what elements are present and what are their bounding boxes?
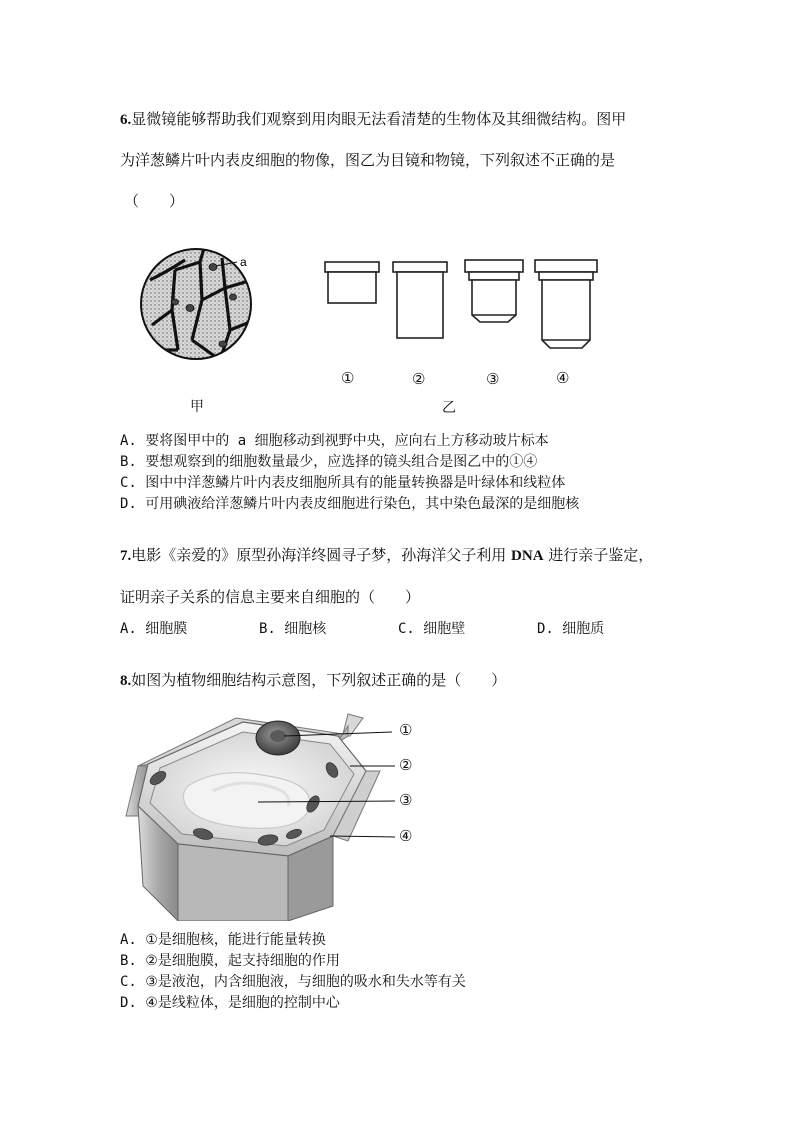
q7-option-b[interactable]: B. 细胞核 [259, 621, 327, 637]
q8-line1-text: 如图为植物细胞结构示意图，下列叙述正确的是（ ） [131, 671, 507, 689]
q7-option-c[interactable]: C. 细胞壁 [398, 621, 466, 637]
lens-2-long-eyepiece [393, 262, 447, 338]
q6-line1-text: 显微镜能够帮助我们观察到用肉眼无法看清楚的生物体及其细微结构。图甲 [131, 110, 627, 128]
q8-number: 8. [120, 673, 132, 689]
q8-stem-line1 [120, 669, 506, 690]
q8-option-b[interactable]: B. ②是细胞膜，起支持细胞的作用 [120, 953, 340, 969]
q6-option-c[interactable]: C. 图中中洋葱鳞片叶内表皮细胞所具有的能量转换器是叶绿体和线粒体 [120, 475, 566, 491]
q6-lens-label-4: ④ [556, 369, 570, 387]
q6-cell-marker-a: a [240, 255, 247, 269]
q7-line1-text-a: 电影《亲爱的》原型孙海洋终圆寻子梦，孙海洋父子利用 [131, 546, 512, 564]
q6-lens-label-3: ③ [486, 370, 500, 388]
q7-option-d[interactable]: D. 细胞质 [537, 621, 605, 637]
q7-line1-text-b: 进行亲子鉴定， [543, 546, 654, 564]
q6-answer-blank: （ ） [124, 192, 185, 210]
q8-plant-cell-diagram [118, 706, 428, 921]
q8-label-1: ① [399, 721, 413, 739]
lens-4-long-objective [535, 260, 597, 348]
lens-1-short-eyepiece [325, 262, 379, 303]
q8-option-c[interactable]: C. ③是液泡，内含细胞液，与细胞的吸水和失水等有关 [120, 974, 466, 990]
q6-stem-line2: 为洋葱鳞片叶内表皮细胞的物像，图乙为目镜和物镜，下列叙述不正确的是 [120, 151, 616, 169]
q6-figure-yi-lenses [320, 255, 610, 355]
lens-3-short-objective [465, 260, 523, 322]
q8-option-d[interactable]: D. ④是线粒体，是细胞的控制中心 [120, 995, 340, 1011]
q8-label-2: ② [399, 756, 413, 774]
q6-figure-jia-label: 甲 [190, 399, 204, 415]
q7-dna-term: DNA [511, 548, 544, 564]
q7-number: 7. [120, 548, 132, 564]
q6-figure-jia-micrograph [130, 240, 270, 380]
q6-lens-label-1: ① [341, 369, 355, 387]
q7-option-a[interactable]: A. 细胞膜 [120, 621, 188, 637]
q7-stem-line2: 证明亲子关系的信息主要来自细胞的（ ） [120, 588, 421, 606]
q8-option-a[interactable]: A. ①是细胞核，能进行能量转换 [120, 932, 326, 948]
q7-stem-line1 [120, 544, 653, 565]
q6-number: 6. [120, 112, 132, 128]
q6-stem-line1 [120, 108, 626, 129]
q8-label-4: ④ [399, 827, 413, 845]
q6-option-d[interactable]: D. 可用碘液给洋葱鳞片叶内表皮细胞进行染色，其中染色最深的是细胞核 [120, 496, 580, 512]
q6-option-b[interactable]: B. 要想观察到的细胞数量最少，应选择的镜头组合是图乙中的①④ [120, 454, 538, 470]
q6-option-a[interactable]: A. 要将图甲中的 a 细胞移动到视野中央，应向右上方移动玻片标本 [120, 433, 549, 449]
q6-figure-yi-label: 乙 [442, 400, 456, 416]
q6-lens-label-2: ② [412, 370, 426, 388]
q8-label-3: ③ [399, 791, 413, 809]
